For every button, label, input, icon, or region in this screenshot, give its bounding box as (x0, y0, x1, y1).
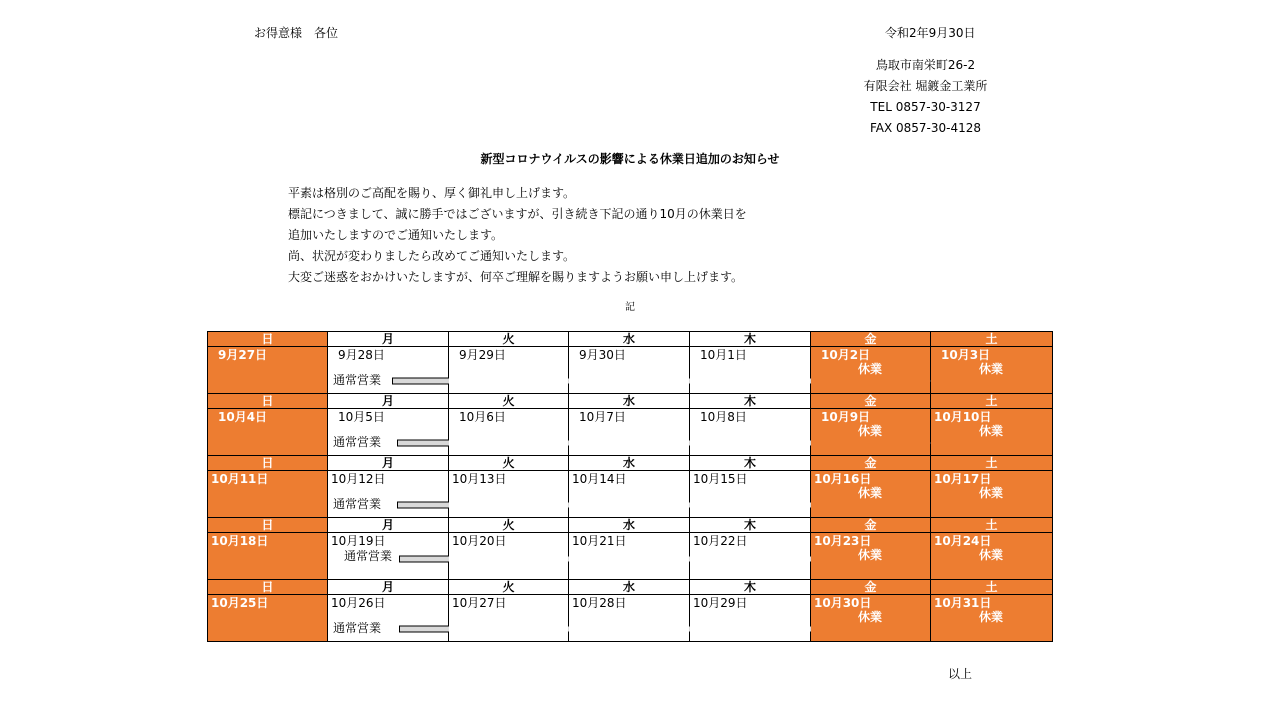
open-day-cell (690, 533, 811, 580)
week-row (208, 595, 1053, 642)
weekday-header-tue: 火 (449, 456, 569, 471)
open-day-cell (690, 347, 811, 394)
date-label: 9月30日 (579, 348, 626, 362)
date-label: 10月2日 (821, 348, 871, 362)
date-label: 10月11日 (211, 472, 269, 486)
weekday-header-sat: 土 (931, 518, 1053, 533)
weekday-header-mon: 月 (328, 394, 449, 409)
closed-day-cell (931, 533, 1053, 580)
date-label: 10月7日 (579, 410, 626, 424)
holiday-calendar (207, 331, 1053, 642)
closed-label: 休業 (979, 548, 1004, 562)
sender-fax: FAX 0857-30-4128 (869, 121, 982, 135)
weekday-header-fri: 金 (811, 394, 931, 409)
weekday-header-fri: 金 (811, 332, 931, 347)
closed-day-cell (811, 471, 931, 518)
sender-company: 有限会社 堀鍍金工業所 (863, 79, 988, 93)
date-label: 10月18日 (211, 534, 269, 548)
date-label: 10月20日 (452, 534, 507, 548)
open-day-cell (569, 595, 690, 642)
date-label: 10月4日 (218, 410, 268, 424)
weekday-header-sat: 土 (931, 394, 1053, 409)
weekday-header-row (208, 456, 1053, 471)
date-label: 10月17日 (934, 472, 992, 486)
date-label: 10月13日 (452, 472, 507, 486)
date-label: 10月15日 (693, 472, 748, 486)
date-label: 10月22日 (693, 534, 748, 548)
body-line: 追加いたしますのでご通知いたします。 (288, 228, 504, 242)
closed-day-cell (811, 533, 931, 580)
weekday-header-row (208, 518, 1053, 533)
weekday-header-mon: 月 (328, 580, 449, 595)
regular-business-label: 通常営業 (333, 497, 382, 511)
open-day-cell (569, 409, 690, 456)
date-label: 10月21日 (572, 534, 627, 548)
date-label: 10月6日 (459, 410, 506, 424)
open-day-cell (569, 533, 690, 580)
date-label: 10月9日 (821, 410, 871, 424)
weekday-header-mon: 月 (328, 332, 449, 347)
date-label: 9月29日 (459, 348, 506, 362)
body-line: 大変ご迷惑をおかけいたしますが、何卒ご理解を賜りますようお願い申し上げます。 (288, 270, 744, 284)
closed-label: 休業 (979, 362, 1004, 376)
open-day-cell (449, 409, 569, 456)
date-label: 10月26日 (331, 596, 386, 610)
closing-word: 以上 (948, 667, 973, 681)
closed-label: 休業 (979, 610, 1004, 624)
open-day-cell (328, 409, 449, 456)
closed-day-cell (208, 533, 328, 580)
date-label: 10月12日 (331, 472, 386, 486)
open-day-cell (569, 347, 690, 394)
open-day-cell (569, 471, 690, 518)
closed-label: 休業 (858, 610, 883, 624)
closed-day-cell (931, 347, 1053, 394)
open-day-cell (690, 595, 811, 642)
weekday-header-sun: 日 (208, 580, 328, 595)
date-label: 10月25日 (211, 596, 269, 610)
weekday-header-tue: 火 (449, 394, 569, 409)
closed-day-cell (208, 347, 328, 394)
weekday-header-wed: 水 (569, 394, 690, 409)
weekday-header-thu: 木 (690, 332, 811, 347)
body-line: 尚、状況が変わりましたら改めてご通知いたします。 (288, 249, 576, 263)
regular-business-label: 通常営業 (344, 549, 393, 563)
date-label: 10月29日 (693, 596, 748, 610)
open-day-cell (328, 347, 449, 394)
week-row (208, 533, 1053, 580)
closed-day-cell (811, 409, 931, 456)
date-label: 10月14日 (572, 472, 627, 486)
weekday-header-mon: 月 (328, 518, 449, 533)
date-label: 10月31日 (934, 596, 992, 610)
open-day-cell (328, 595, 449, 642)
closed-label: 休業 (858, 362, 883, 376)
weekday-header-mon: 月 (328, 456, 449, 471)
closed-day-cell (208, 409, 328, 456)
date-label: 9月28日 (338, 348, 385, 362)
date-label: 10月16日 (814, 472, 872, 486)
notice-title: 新型コロナウイルスの影響による休業日追加のお知らせ (480, 152, 780, 166)
open-day-cell (449, 533, 569, 580)
ki-label: 記 (625, 302, 635, 313)
open-day-cell (449, 471, 569, 518)
sender-address: 鳥取市南栄町26-2 (875, 58, 976, 72)
date-label: 10月10日 (934, 410, 992, 424)
weekday-header-wed: 水 (569, 580, 690, 595)
date-label: 10月23日 (814, 534, 872, 548)
weekday-header-sun: 日 (208, 518, 328, 533)
weekday-header-thu: 木 (690, 394, 811, 409)
regular-business-label: 通常営業 (333, 435, 382, 449)
regular-business-label: 通常営業 (333, 621, 382, 635)
open-day-cell (690, 471, 811, 518)
weekday-header-sat: 土 (931, 332, 1053, 347)
weekday-header-tue: 火 (449, 332, 569, 347)
date-label: 10月5日 (338, 410, 385, 424)
date-label: 10月30日 (814, 596, 872, 610)
closed-day-cell (931, 471, 1053, 518)
date-label: 10月8日 (700, 410, 747, 424)
date-label: 10月19日 (331, 534, 386, 548)
weekday-header-row (208, 580, 1053, 595)
weekday-header-wed: 水 (569, 518, 690, 533)
weekday-header-thu: 木 (690, 518, 811, 533)
week-row (208, 347, 1053, 394)
weekday-header-sun: 日 (208, 394, 328, 409)
date-label: 10月28日 (572, 596, 627, 610)
closed-label: 休業 (979, 424, 1004, 438)
body-line: 平素は格別のご高配を賜り、厚く御礼申し上げます。 (288, 186, 576, 200)
closed-label: 休業 (979, 486, 1004, 500)
closed-day-cell (208, 471, 328, 518)
weekday-header-fri: 金 (811, 518, 931, 533)
date-label: 10月27日 (452, 596, 507, 610)
week-row (208, 471, 1053, 518)
date-label: 9月27日 (218, 348, 268, 362)
closed-day-cell (931, 595, 1053, 642)
open-day-cell (328, 471, 449, 518)
addressee: お得意様 各位 (254, 26, 339, 40)
open-day-cell (449, 595, 569, 642)
closed-day-cell (811, 595, 931, 642)
letter-date: 令和2年9月30日 (885, 26, 976, 40)
weekday-header-fri: 金 (811, 580, 931, 595)
sender-tel: TEL 0857-30-3127 (870, 100, 981, 114)
closed-day-cell (931, 409, 1053, 456)
weekday-header-row (208, 394, 1053, 409)
weekday-header-sun: 日 (208, 456, 328, 471)
weekday-header-thu: 木 (690, 456, 811, 471)
date-label: 10月1日 (700, 348, 747, 362)
open-day-cell (690, 409, 811, 456)
weekday-header-wed: 水 (569, 456, 690, 471)
weekday-header-sat: 土 (931, 580, 1053, 595)
closed-label: 休業 (858, 548, 883, 562)
weekday-header-tue: 火 (449, 580, 569, 595)
closed-day-cell (811, 347, 931, 394)
body-line: 標記につきまして、誠に勝手ではございますが、引き続き下記の通り10月の休業日を (288, 207, 747, 221)
closed-label: 休業 (858, 486, 883, 500)
weekday-header-fri: 金 (811, 456, 931, 471)
sender-block (862, 55, 989, 139)
date-label: 10月3日 (941, 348, 991, 362)
weekday-header-thu: 木 (690, 580, 811, 595)
weekday-header-sun: 日 (208, 332, 328, 347)
week-row (208, 409, 1053, 456)
notice-body (288, 183, 747, 288)
open-day-cell (449, 347, 569, 394)
weekday-header-tue: 火 (449, 518, 569, 533)
open-day-cell (328, 533, 449, 580)
weekday-header-wed: 水 (569, 332, 690, 347)
closed-label: 休業 (858, 424, 883, 438)
date-label: 10月24日 (934, 534, 992, 548)
weekday-header-sat: 土 (931, 456, 1053, 471)
weekday-header-row (208, 332, 1053, 347)
regular-business-label: 通常営業 (333, 373, 382, 387)
closed-day-cell (208, 595, 328, 642)
